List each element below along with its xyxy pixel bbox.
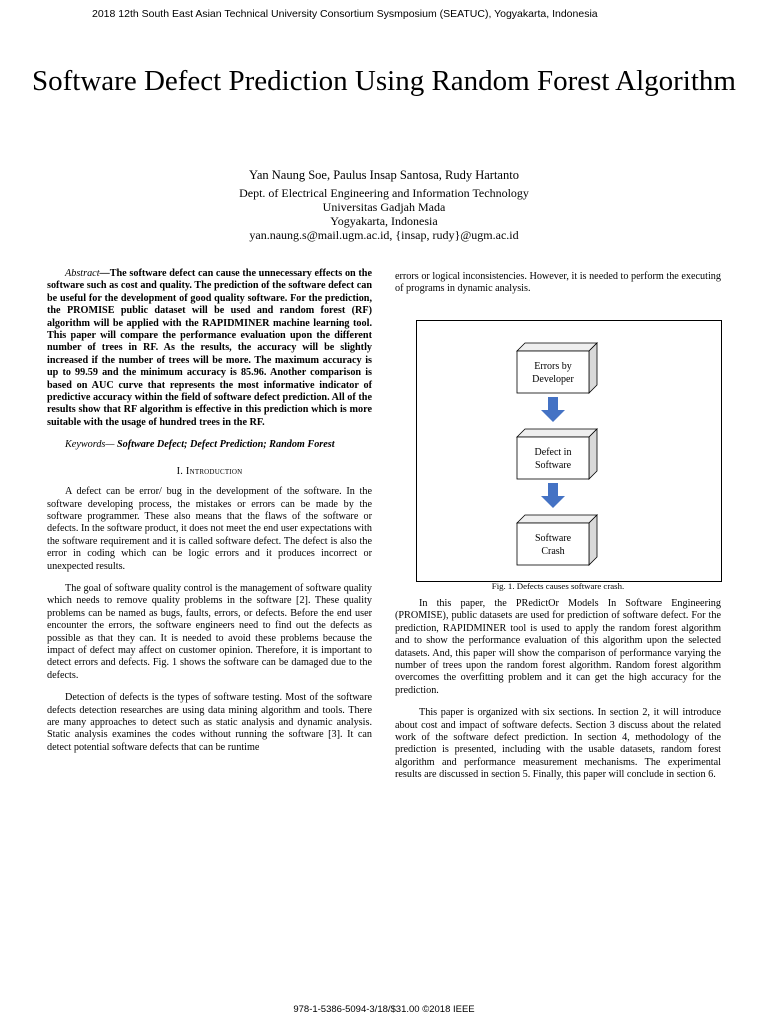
flow-box-defect-line2: Software — [534, 460, 572, 471]
flow-box-crash — [517, 515, 597, 565]
intro-paragraph-3-continued: errors or logical inconsistencies. However, it is needed to perform the executing of programs in dynamic analysis. — [395, 271, 721, 295]
flow-box-defect-line1: Defect in — [534, 447, 572, 458]
abstract-text: —The software defect can cause the unnecessary effects on the software such as cost and quality. The prediction of the software defect can be useful for the development of good quality software. For the prediction, the PROMISE public dataset will be used and random forest (RF) algorithm will be applied with the RAPIDMINER machine learning tool. This paper will compare the performance evaluation upon the different number of trees in RF. As the results, the accuracy will be slightly increased if the number of trees will be more. The maximum accuracy is up to 99.59 and the minimum accuracy is 85.96. Another comparison is based on AUC curve that represents the most informative indicator of predictive accuracy within the field of software defect prediction. All of the results show that RF algorithm is effective in this prediction which is more suitable with the usage of hundred trees in the RF. — [47, 268, 372, 428]
left-column — [47, 268, 372, 764]
intro-paragraph-5: This paper is organized with six sections. In section 2, it will introduce about cost and impact of software defects. Section 3 discuss about the related work of the software defect prediction. In section 4, methodology of the prediction is presented, including with the usable datasets, random forest algorithm and performance measurement mechanisms. The experimental results are discussed in section 5. Finally, this paper will conclude in section 6. — [395, 707, 721, 781]
down-arrow-icon — [541, 483, 565, 508]
right-column-bottom — [395, 598, 721, 792]
keywords — [47, 439, 372, 451]
intro-paragraph-3: Detection of defects is the types of software testing. Most of the software defects detection researches are using data mining algorithm and tools. There are many approaches to detect such as static analysis and dynamic analysis. Static analysis examines the codes without running the software [3]. It can detect potential software defects that can be runtime — [47, 692, 372, 753]
affiliation-city: Yogyakarta, Indonesia — [330, 214, 438, 228]
copyright-footer: 978-1-5386-5094-3/18/$31.00 ©2018 IEEE — [293, 1004, 475, 1015]
section-title: Introduction — [185, 465, 243, 477]
paper-authors: Yan Naung Soe, Paulus Insap Santosa, Rudy Hartanto — [249, 168, 519, 182]
affiliation-block — [0, 186, 768, 242]
affiliation-email: yan.naung.s@mail.ugm.ac.id, {insap, rudy}@ugm.ac.id — [249, 228, 519, 242]
right-column-top — [395, 271, 721, 306]
affiliation-university: Universitas Gadjah Mada — [322, 200, 446, 214]
flow-box-crash-line2: Crash — [541, 546, 565, 557]
abstract — [47, 268, 372, 429]
keywords-text: Software Defect; Defect Prediction; Random Forest — [114, 439, 335, 451]
flow-box-errors-line1: Errors by — [534, 361, 572, 372]
intro-paragraph-4: In this paper, the PRedictOr Models In Software Engineering (PROMISE), public datasets are used for prediction of software defect. For the prediction, RAPIDMINER tool is used to apply the random forest algorithm and to show the performance evaluation of this algorithm upon the selected datasets. And, this paper will show the comparison of performance varying the number of trees upon the random forest algorithm. Random forest algorithm overcomes the overfitting problem and it can get the high accuracy for the prediction. — [395, 598, 721, 696]
flow-box-errors-line2: Developer — [532, 374, 574, 385]
conference-header: 2018 12th South East Asian Technical University Consortium Sysmposium (SEATUC), Yogyakarta, Indonesia — [92, 8, 598, 20]
figure-1 — [416, 320, 722, 582]
intro-paragraph-2: The goal of software quality control is the management of software quality which needs to remove quality problems in the software [2]. These quality problems can be named as bugs, faults, errors, or defects. Before the end user encounter the errors, the software engineers need to find out the defects as possible as that they can. It is needed to avoid these problems because the impact of defect may affect on customer opinion. Therefore, it is important to detect errors and defects. Fig. 1 shows the software can be damaged due to the defects. — [47, 582, 372, 681]
affiliation-dept: Dept. of Electrical Engineering and Information Technology — [239, 186, 529, 200]
defect-flow-diagram — [417, 321, 721, 581]
intro-paragraph-1: A defect can be error/ bug in the development of the software. In the software developing process, the mistakes or errors can be made by the software programmer. These also means that the flaws of the software or defects. In the software product, it does not meet the end user expectations with the software requirement and it is called software defect. The defect is also the error in coding which can be logic errors and it produces incorrect or unexpected results. — [47, 486, 372, 572]
keywords-label: Keywords— — [65, 439, 115, 451]
flow-box-defect — [517, 429, 597, 479]
abstract-label: Abstract — [65, 268, 100, 279]
down-arrow-icon — [541, 397, 565, 422]
flow-box-crash-line1: Software — [534, 533, 572, 544]
section-numeral: I. — [176, 465, 184, 477]
flow-box-errors — [517, 343, 597, 393]
section-heading-introduction — [47, 466, 372, 478]
paper-title: Software Defect Prediction Using Random Forest Algorithm — [32, 65, 736, 97]
figure-caption: Fig. 1. Defects causes software crash. — [491, 581, 625, 591]
